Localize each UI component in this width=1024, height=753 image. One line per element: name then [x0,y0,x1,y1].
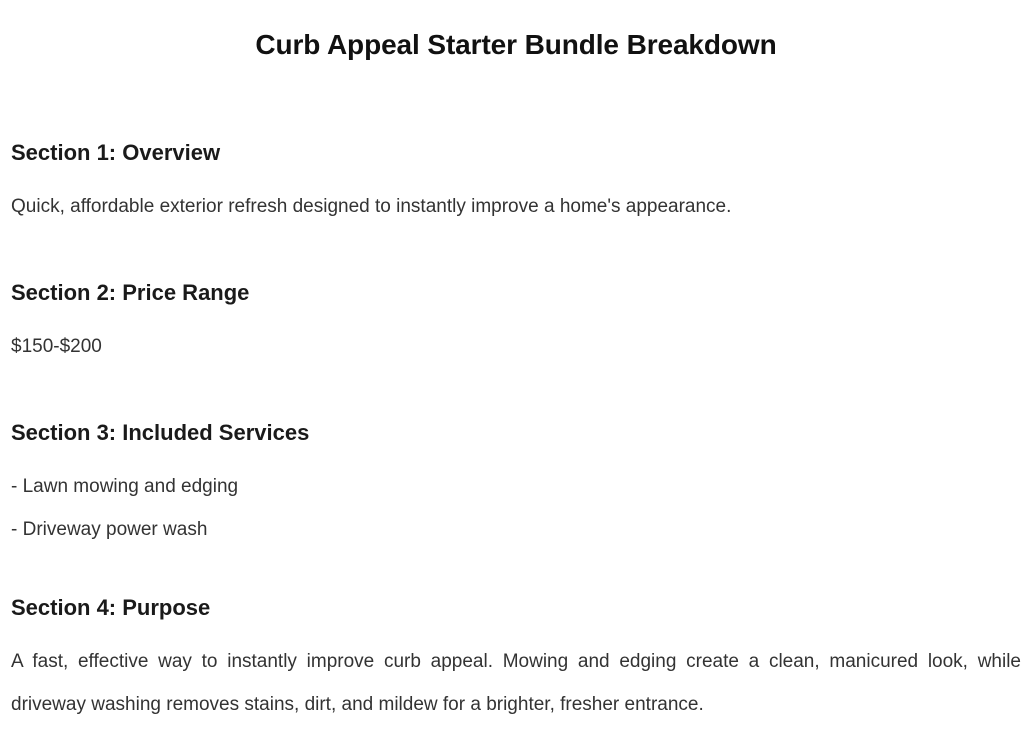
section-purpose [11,595,1021,726]
section-heading: Section 1: Overview [11,140,221,165]
document-title: Curb Appeal Starter Bundle Breakdown [255,29,777,60]
section-heading: Section 2: Price Range [11,280,250,305]
list-item: - Driveway power wash [11,519,208,540]
services-list [11,465,1021,551]
list-item: - Lawn mowing and edging [11,476,239,497]
section-included-services [11,420,1021,551]
section-heading: Section 3: Included Services [11,420,310,445]
price-range-value: $150-$200 [11,336,102,357]
section-text: Quick, affordable exterior refresh designed to instantly improve a home's appearance. [11,196,732,217]
section-price-range [11,280,1021,368]
section-text: A fast, effective way to instantly improve curb appeal. Mowing and edging create a clean, manicured look, while driveway washing removes stains, dirt, and mildew for a brighter, fresher entrance. [11,651,1021,715]
section-overview [11,140,1021,228]
section-heading: Section 4: Purpose [11,595,211,620]
